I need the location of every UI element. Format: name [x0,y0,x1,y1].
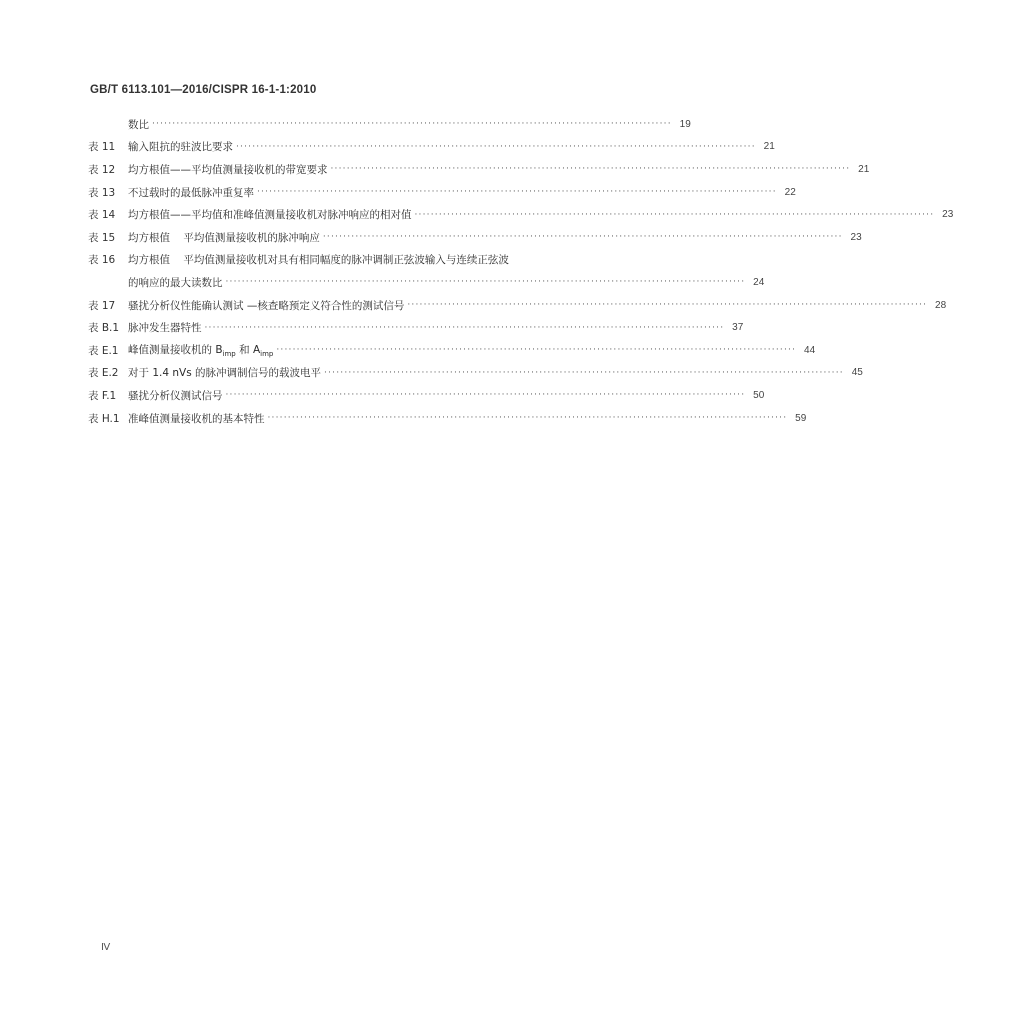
toc-title: 的响应的最大读数比 [128,276,223,289]
toc-title: 均方根值——平均值测量接收机的带宽要求 [128,163,328,176]
toc-subscript: imp [260,350,274,359]
toc-label: 表 12 [88,163,116,176]
toc-title: 数比 [128,118,149,131]
toc-row [88,226,862,249]
toc-page: 44 [804,344,816,356]
toc-row [88,316,744,339]
toc-title: 均方根值——平均值和准峰值测量接收机对脉冲响应的相对值 [128,209,412,222]
toc-page: 21 [858,163,870,175]
toc-leader [407,300,927,310]
toc-label: 表 14 [88,209,116,222]
toc-title-part: 和 A [235,344,261,357]
toc-title: 输入阻抗的驻波比要求 [128,141,233,154]
toc-row [88,407,807,430]
standard-header: GB/T 6113.101—2016/CISPR 16-1-1:2010 [90,84,317,96]
toc-label: 表 17 [88,299,116,312]
toc-row [88,294,947,317]
toc-label: 表 15 [88,231,116,244]
toc-leader [226,277,746,287]
toc-row [88,158,870,181]
toc-title-part: 峰值测量接收机的 B [128,344,223,357]
toc-leader [415,210,935,220]
toc-title: 骚扰分析仪性能确认测试 —核查略预定义符合性的测试信号 [128,299,405,312]
toc-row [88,113,691,136]
toc-label: 表 F.1 [88,389,117,402]
toc-title: 均方根值 平均值测量接收机对具有相同幅度的脉冲调制正弦波输入与连续正弦波 [128,254,509,267]
toc-page: 21 [763,141,775,153]
toc-label: 表 B.1 [88,322,120,335]
toc-label: 表 E.1 [88,344,119,357]
toc-page: 22 [784,186,796,198]
toc-page: 23 [850,231,862,243]
toc-subscript: imp [222,350,236,359]
toc-row [88,362,863,385]
toc-title: 对于 1.4 nVs 的脉冲调制信号的载波电平 [128,367,322,380]
toc-row [88,203,954,226]
toc-page: 19 [679,118,691,130]
toc-row [88,181,796,204]
toc-leader [205,323,725,333]
table-of-contents [88,113,954,429]
toc-label: 表 11 [88,141,116,154]
toc-page: 50 [753,389,765,401]
toc-page: 37 [732,322,744,334]
toc-label: 表 13 [88,186,116,199]
toc-page: 28 [935,299,947,311]
toc-title: 脉冲发生器特性 [128,322,202,335]
toc-row [88,136,775,159]
toc-leader [268,413,788,423]
toc-label: 表 H.1 [88,412,120,425]
toc-leader [331,164,851,174]
toc-page: 59 [795,412,807,424]
toc-title [128,342,273,358]
toc-row [88,271,765,294]
toc-label: 表 16 [88,254,116,267]
toc-title: 均方根值 平均值测量接收机的脉冲响应 [128,231,320,244]
toc-title: 骚扰分析仪测试信号 [128,389,223,402]
page-number-roman: Ⅳ [101,942,111,953]
toc-leader [324,368,844,378]
toc-page: 45 [851,367,863,379]
toc-leader [226,390,746,400]
toc-leader [236,142,756,152]
toc-leader [257,187,777,197]
toc-page: 24 [753,276,765,288]
toc-page: 23 [942,209,954,221]
toc-label: 表 E.2 [88,367,119,380]
toc-leader [323,232,843,242]
toc-row [88,384,765,407]
toc-leader [152,119,672,129]
toc-title: 准峰值测量接收机的基本特性 [128,412,265,425]
toc-leader [276,345,796,355]
toc-row [88,249,650,272]
toc-title: 不过载时的最低脉冲重复率 [128,186,254,199]
toc-row [88,339,816,362]
